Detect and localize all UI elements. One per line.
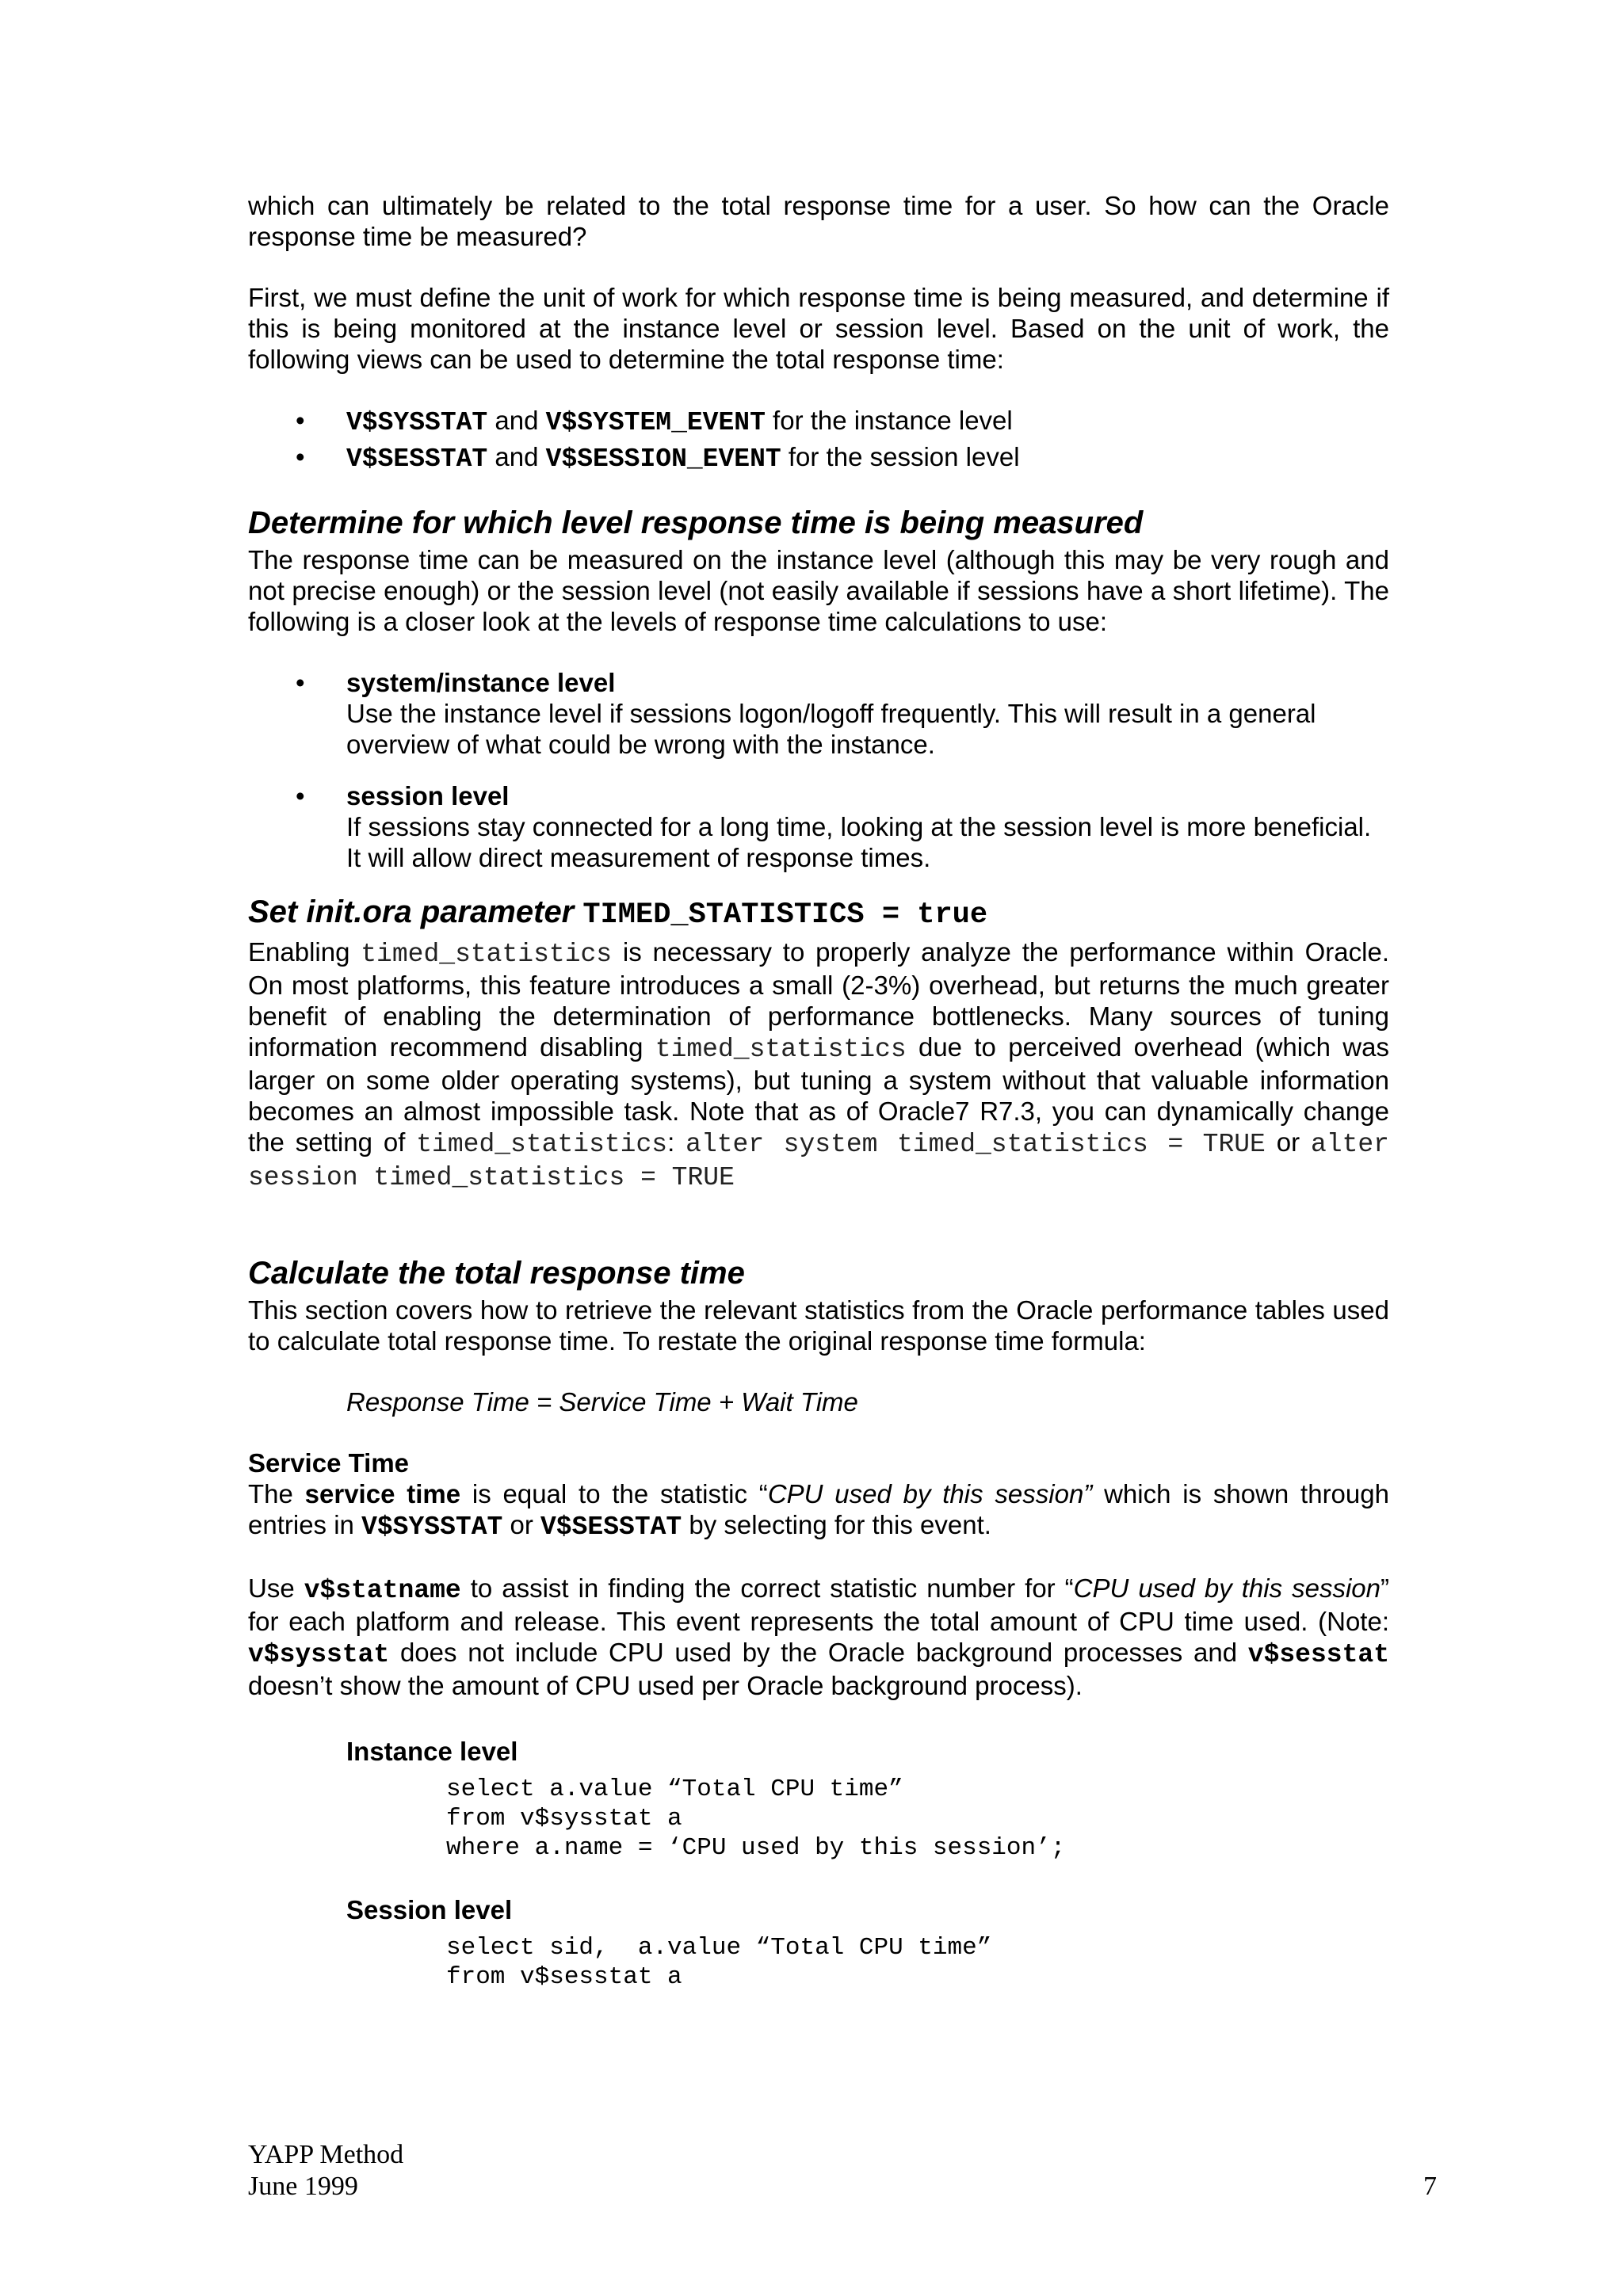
statname-paragraph	[248, 1573, 1389, 1701]
code-run: v$sysstat	[248, 1640, 390, 1669]
code-run: V$SYSSTAT	[361, 1512, 503, 1542]
text-run: :	[667, 1127, 686, 1157]
timed-statistics-paragraph	[248, 936, 1389, 1193]
level-description: Use the instance level if sessions logon/logoff frequently. This will result in a general overview of what could be wrong with the instance.	[346, 699, 1316, 759]
view-name: V$SYSSTAT	[346, 408, 488, 437]
text-run: or	[502, 1510, 540, 1539]
view-level-text: for the session level	[781, 442, 1020, 471]
response-time-formula: Response Time = Service Time + Wait Time	[346, 1387, 858, 1417]
footer-date: June 1999	[248, 2172, 358, 2201]
level-title: • session level	[346, 781, 510, 810]
service-time-paragraph	[248, 1478, 1389, 1543]
section-heading-timed-statistics	[248, 894, 1389, 933]
text-run: The	[248, 1479, 305, 1508]
text-run: doesn’t show the amount of CPU used per Oracle background process).	[248, 1671, 1083, 1700]
text-run: Use	[248, 1573, 304, 1603]
level-title: • system/instance level	[346, 668, 616, 697]
levels-list	[248, 667, 1389, 873]
conjunction: and	[487, 442, 546, 471]
section-heading-total-response-time: Calculate the total response time	[248, 1256, 745, 1291]
view-name: V$SESSTAT	[346, 444, 488, 474]
level-description: If sessions stay connected for a long time, looking at the session level is more beneficial. It will allow direct measurement of response times.	[346, 812, 1372, 872]
code-run: timed_statistics	[655, 1035, 907, 1064]
instance-level-heading: Instance level	[346, 1737, 518, 1766]
views-list	[248, 405, 1389, 475]
bold-run: service time	[304, 1479, 461, 1508]
session-level-heading: Session level	[346, 1895, 513, 1924]
service-time-heading: Service Time	[248, 1448, 410, 1478]
view-level-text: for the instance level	[765, 406, 1013, 435]
section-level-paragraph: The response time can be measured on the instance level (although this may be very rough and not precise enough) or the session level (not easily available if sessions have a short lifetime). The following is a closer look at the levels of response time calculations to use:	[248, 545, 1389, 636]
text-run: or	[1265, 1127, 1311, 1157]
conjunction: and	[487, 406, 546, 435]
heading-code: TIMED_STATISTICS = true	[582, 898, 988, 932]
session-level-code: select sid, a.value “Total CPU time” from v$sesstat a	[446, 1934, 992, 1991]
text-run: due to perceived overhead (which was larger on some older operating systems), but tuning a system without that valuable information becomes an almost impossible task. Note that as of Oracle7 R7.3, you can dynamically change the setting of	[248, 1032, 1389, 1157]
text-run: ” for each platform and release. This event represents the total amount of CPU time used. (Note:	[248, 1573, 1389, 1636]
page-number: 7	[1423, 2172, 1437, 2201]
code-run: V$SESSTAT	[540, 1512, 682, 1542]
views-list-item-session	[248, 441, 1389, 475]
document-page	[248, 190, 1389, 2023]
page-footer	[248, 2139, 1437, 2203]
levels-list-item-session	[248, 780, 1389, 873]
total-response-paragraph: This section covers how to retrieve the relevant statistics from the Oracle performance tables used to calculate total response time. To restate the original response time formula:	[248, 1295, 1389, 1356]
code-run: v$sesstat	[1247, 1640, 1389, 1669]
text-run: Enabling	[248, 937, 361, 967]
italic-run: CPU used by this session”	[767, 1479, 1093, 1508]
section-heading-level: Determine for which level response time is being measured	[248, 505, 1144, 540]
code-run: alter session timed_statistics = TRUE	[248, 1130, 1389, 1192]
text-run: which is shown through entries in	[248, 1479, 1389, 1539]
footer-title: YAPP Method	[248, 2140, 404, 2169]
levels-list-item-instance	[248, 667, 1389, 760]
text-run: is equal to the statistic “	[460, 1479, 768, 1508]
view-name: V$SESSION_EVENT	[545, 444, 781, 474]
spacer	[248, 1223, 1389, 1255]
instance-level-code: select a.value “Total CPU time” from v$sysstat a where a.name = ‘CPU used by this session’;	[446, 1775, 1066, 1862]
intro-paragraph-2: First, we must define the unit of work for which response time is being measured, and determine if this is being monitored at the instance level or session level. Based on the unit of work, the following views can be used to determine the total response time:	[248, 283, 1389, 374]
text-run: by selecting for this event.	[682, 1510, 991, 1539]
text-run: to assist in finding the correct statistic number for “	[460, 1573, 1074, 1603]
text-run: is necessary to properly analyze the performance within Oracle. On most platforms, this feature introduces a small (2-3%) overhead, but returns the much greater benefit of enabling the determination of performance bottlenecks. Many sources of tuning information recommend disabling	[248, 937, 1389, 1062]
code-run: v$statname	[304, 1576, 461, 1605]
text-run: does not include CPU used by the Oracle background processes and	[389, 1638, 1248, 1667]
code-run: timed_statistics	[361, 940, 613, 969]
code-run: alter system timed_statistics = TRUE	[685, 1130, 1266, 1159]
view-name: V$SYSTEM_EVENT	[545, 408, 766, 437]
intro-paragraph-1: which can ultimately be related to the total response time for a user. So how can the Oracle response time be measured?	[248, 191, 1389, 251]
italic-run: CPU used by this session	[1073, 1573, 1381, 1603]
views-list-item-instance	[248, 405, 1389, 438]
code-run: timed_statistics	[416, 1130, 668, 1159]
heading-text: Set init.ora parameter	[248, 894, 583, 929]
